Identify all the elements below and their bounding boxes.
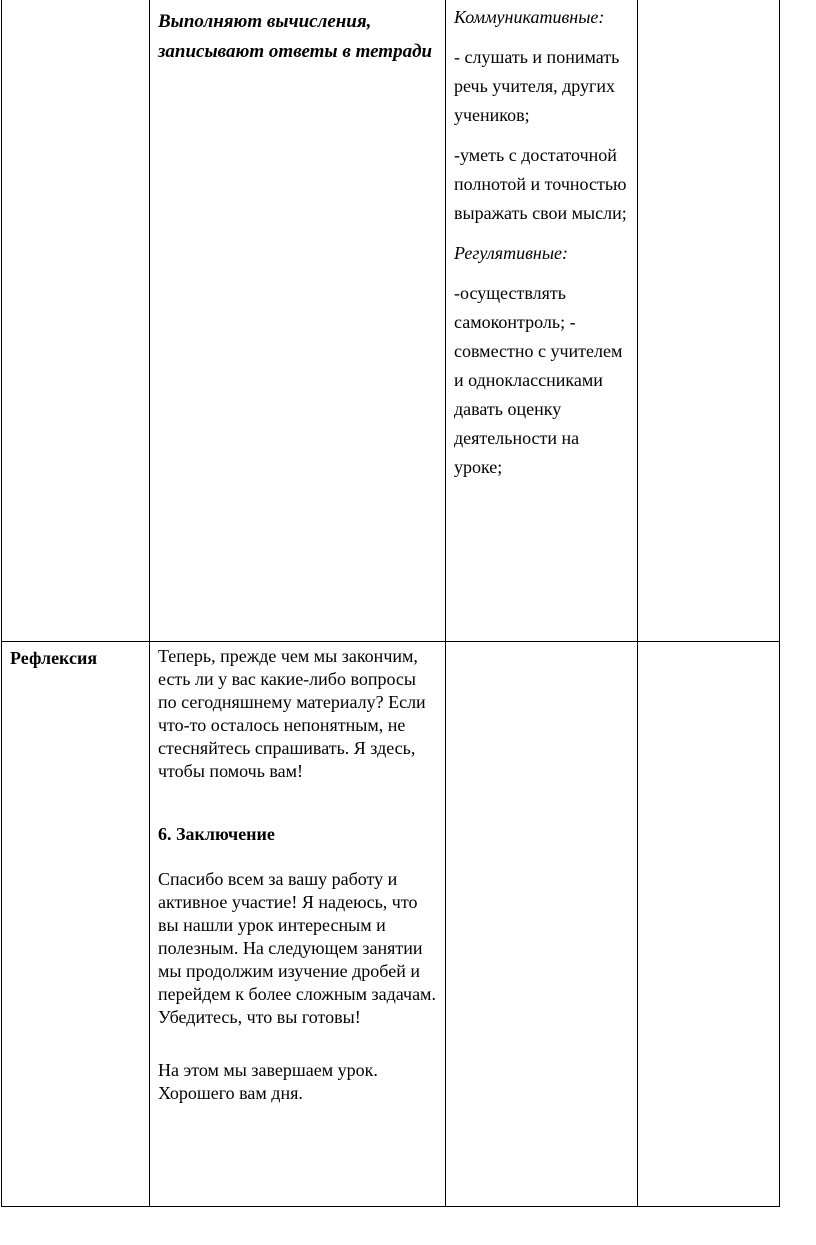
teacher-speech-thanks: Спасибо всем за вашу работу и активное участие! Я надеюсь, что вы нашли урок интересным и полезным. На следующем занятии мы продолжим изучение дробей и перейдем к более сложным задачам. Убедитесь, что вы готовы! (158, 868, 436, 1027)
stage-label: Рефлексия (10, 647, 98, 668)
lesson-plan-table (1, 0, 780, 1207)
teacher-speech-questions: Теперь, прежде чем мы закончим, есть ли у вас какие-либо вопросы по сегодняшнему материалу? Если что-то осталось непонятным, не стесняйтесь спрашивать. Я здесь, чтобы помочь вам! (158, 645, 426, 781)
uud-cell (446, 0, 638, 641)
uud-communicative-item-1: - слушать и понимать речь учителя, других учеников; (454, 47, 620, 125)
stage-cell (2, 641, 150, 1206)
uud-regulative-item-1: -осуществлять самоконтроль; - совместно с учителем и одноклассниками давать оценку деятельности на уроке; (454, 283, 623, 477)
uud-cell-empty (446, 641, 638, 1206)
teacher-speech-cell (150, 641, 446, 1206)
conclusion-heading: 6. Заключение (158, 823, 275, 844)
uud-communicative-item-2: -уметь с достаточной полнотой и точностью выражать свои мысли; (454, 145, 627, 223)
student-activity-cell (150, 0, 446, 641)
student-activity-text: Выполняют вычисления, записывают ответы в тетради (158, 11, 433, 62)
table-row-uud-continuation (2, 0, 780, 641)
uud-communicative-heading: Коммуникативные: (454, 7, 605, 27)
uud-regulative-heading: Регулятивные: (454, 243, 568, 263)
teacher-speech-farewell: На этом мы завершаем урок. Хорошего вам дня. (158, 1059, 378, 1103)
table-row-reflection (2, 641, 780, 1206)
stage-cell-empty (2, 0, 150, 641)
notes-cell-empty (638, 641, 780, 1206)
notes-cell-empty (638, 0, 780, 641)
